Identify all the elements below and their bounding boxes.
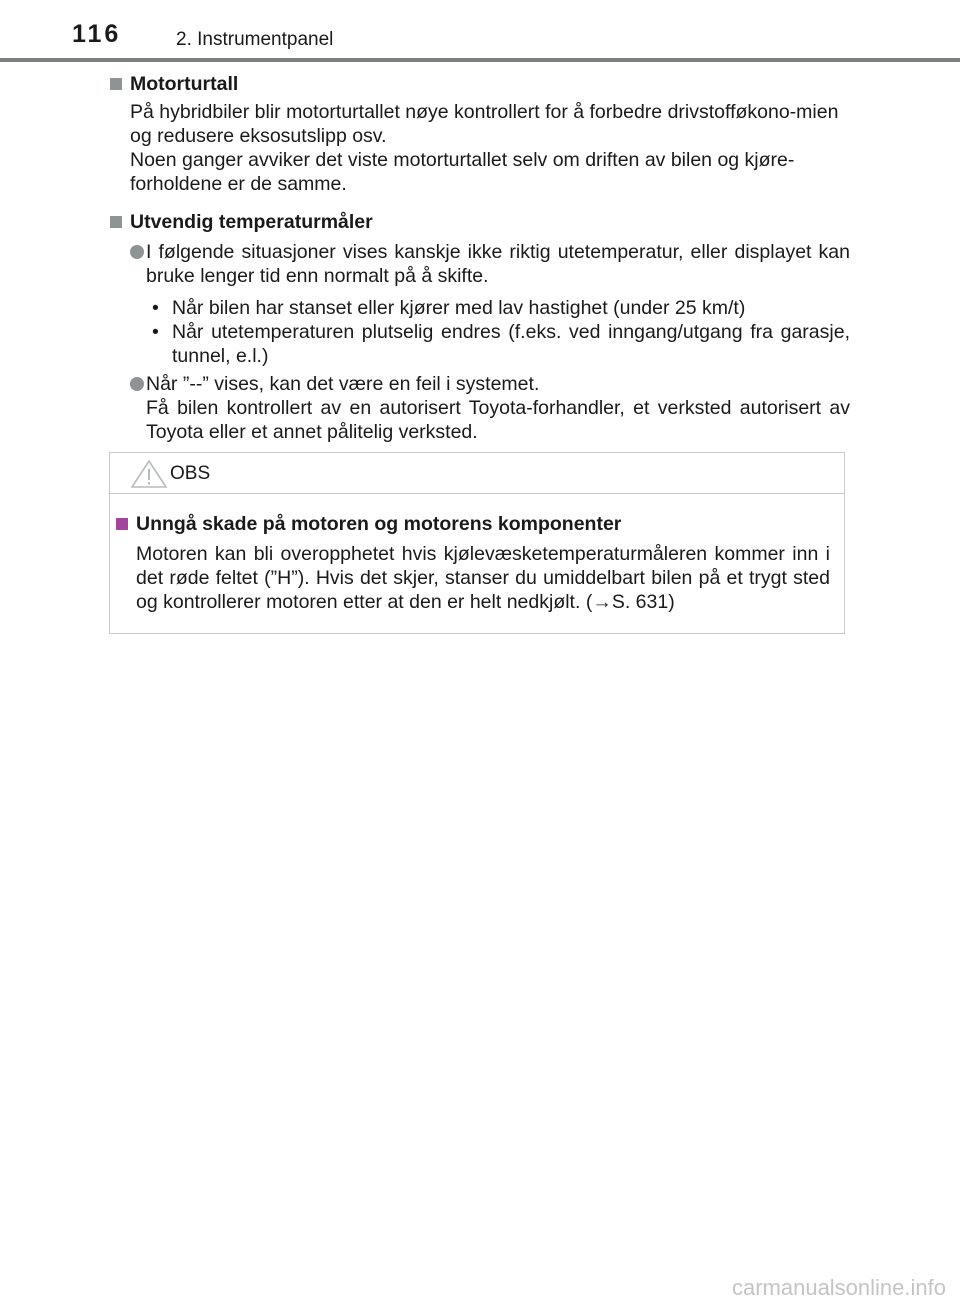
heading-text: Unngå skade på motoren og motorens komponenter — [136, 513, 622, 535]
header-rule — [0, 58, 960, 62]
obs-body — [110, 494, 844, 614]
dot-bullet-icon: • — [152, 297, 159, 319]
page-content — [110, 70, 850, 444]
heading-motorturtall — [110, 72, 850, 96]
obs-header — [110, 453, 844, 494]
obs-text — [116, 542, 830, 614]
obs-label: OBS — [170, 463, 211, 484]
circle-bullet-icon — [130, 245, 144, 259]
list-item-text: I følgende situasjoner vises kanskje ikke riktig utetemperatur, eller displayet kan bruke lenger tid enn normalt på å skifte. — [146, 241, 850, 287]
list-item — [146, 320, 850, 368]
obs-heading — [116, 512, 830, 536]
list-item — [146, 296, 850, 320]
page-reference-link[interactable]: S. 631) — [611, 591, 675, 613]
page-number: 116 — [72, 20, 122, 48]
square-bullet-icon — [116, 518, 128, 530]
paragraph: På hybridbiler blir motorturtallet nøye kontrollert for å forbedre drivstofføkono-mien og redusere eksosutslipp osv. — [130, 101, 839, 147]
list-item — [110, 240, 850, 288]
watermark: carmanualsonline.info — [731, 1275, 946, 1300]
warning-triangle-icon — [130, 459, 168, 489]
heading-text: Utvendig temperaturmåler — [130, 211, 373, 233]
square-bullet-icon — [110, 78, 122, 90]
square-bullet-icon — [110, 216, 122, 228]
arrow-right-icon: → — [592, 591, 612, 613]
sub-bullet-list — [110, 296, 850, 368]
obs-paragraph: Motoren kan bli overopphetet hvis kjølevæsketemperaturmåleren kommer inn i det røde feltet (”H”). Hvis det skjer, stanser du umiddelbart bilen på et trygt sted og kontrollerer motoren etter at den er helt nedkjølt. ( — [136, 543, 830, 613]
page-header — [0, 0, 960, 62]
motorturtall-text — [110, 100, 850, 196]
list-item-text: Når utetemperaturen plutselig endres (f.eks. ved inngang/utgang fra garasje, tunnel, e.l.) — [172, 321, 850, 367]
list-item-text: Få bilen kontrollert av en autorisert Toyota-forhandler, et verksted autorisert av Toyota eller et annet pålitelig verksted. — [146, 397, 850, 443]
heading-temperatur — [110, 210, 850, 234]
list-item-text: Når ”--” vises, kan det være en feil i systemet. — [146, 373, 540, 395]
circle-bullet-icon — [130, 377, 144, 391]
section-title: 2. Instrumentpanel — [176, 29, 334, 50]
list-item-text: Når bilen har stanset eller kjører med lav hastighet (under 25 km/t) — [172, 297, 746, 319]
heading-text: Motorturtall — [130, 73, 239, 95]
obs-notice-box — [109, 452, 845, 634]
list-item — [110, 372, 850, 444]
paragraph: Noen ganger avviker det viste motorturtallet selv om driften av bilen og kjøre-forholdene er de samme. — [130, 149, 795, 195]
dot-bullet-icon: • — [152, 321, 159, 343]
